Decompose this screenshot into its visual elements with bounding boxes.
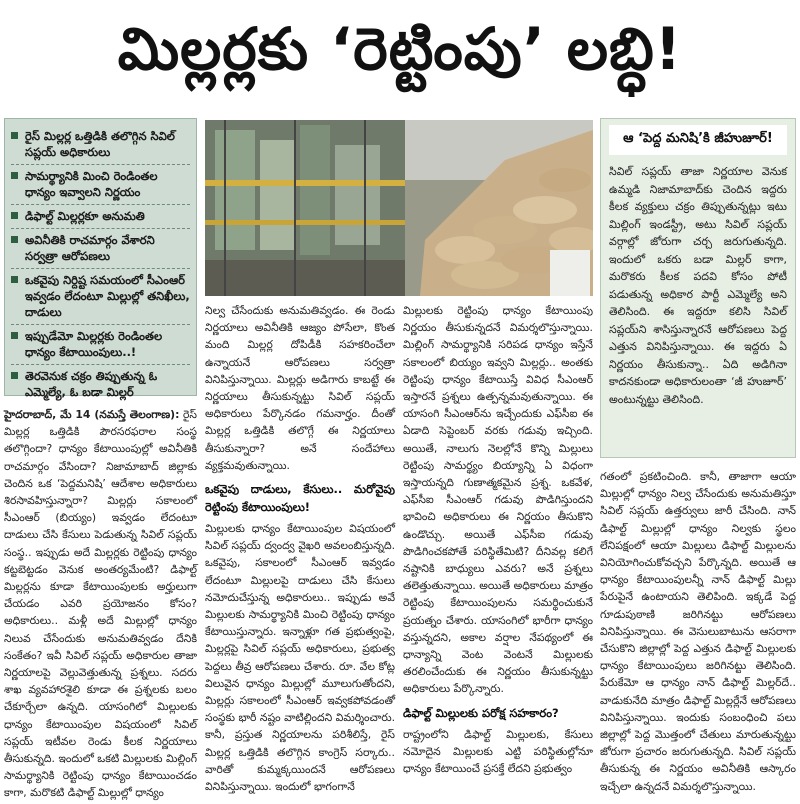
highlights-box (4, 118, 197, 399)
rice-mill-illustration (205, 120, 593, 296)
article-column-2 (205, 302, 395, 795)
highlight-item: ఒకవైపు నిర్దిష్ట సమయంలో సీఎంఆర్ ఇవ్వడం లేదంటూ మిల్లుల్లో తనిఖీలు, దాడులు (11, 269, 190, 325)
highlight-item: సామర్థ్యానికి మించి రెండింతల ధాన్యం ఇవ్వాలని నిర్ణయం (11, 165, 190, 205)
sidebar-body: సివిల్ సప్లయ్ తాజా నిర్ణయాల వెనుక ఉమ్మడి నిజామాబాద్‌కు చెందిన ఇద్దరు కీలక వ్యక్తులు చక్రం తిప్పుతున్నట్లు ఇటు మిల్లింగ్ ఇండస్ట్రీ, అటు సివిల్ సప్లయ్ వర్గాల్లో జోరుగా చర్చ జరుగుతున్నది. ఇందులో ఒకరు బడా మిల్లర్ కాగా, మరొకరు కీలక పదవి కోసం పోటీ పడుతున్న అధికార పార్టీ ఎమ్మెల్యే అని తెలిసింది. ఈ ఇద్దరూ కలిసి సివిల్ సప్లయ్‌ని శాసిస్తున్నారనే ఆరోపణలు పెద్ద ఎత్తున వినిపిస్తున్నాయి. ఈ ఇద్దరు ఏ నిర్ణయం తీసుకున్నా.. ఏది అడిగినా కాదనకుండా అధికారులంతా ‘జీ హుజూర్’ అంటున్నట్టు తెలిసింది. (609, 165, 787, 406)
column-text: మిల్లులకు ధాన్యం కేటాయింపుల విషయంలో సివిల్ సప్లయ్ ద్వంద్వ వైఖరి అవలంబిస్తున్నది. ఒకవైపు, సకాలంలో సీఎంఆర్ ఇవ్వడం లేదంటూ మిల్లులపై దాడులు చేసి కేసులు నమోదుచేస్తున్న అధికారులు.. ఇప్పుడు అవే మిల్లులకు సామర్థ్యానికి మించి రెట్టింపు ధాన్యం కేటాయిస్తున్నారు. ఇన్నాళ్లూ గత ప్రభుత్వంపై, మిల్లర్లపై సివిల్ సప్లయ్ అధికారులు, ప్రభుత్వ పెద్దలు తీవ్ర ఆరోపణలు చేశారు. రూ. వేల కోట్ల విలువైన ధాన్యం మిల్లుల్లో మూలుగుతోందని, మిల్లర్లు సకాలంలో సీఎంఆర్ ఇవ్వకపోవడంతో సంస్థకు భారీ నష్టం వాటిల్లిందని విమర్శించారు. కానీ, ప్రస్తుత నిర్ణయాలను పరిశీలిస్తే, రైస్ మిల్లర్ల ఒత్తిడికి తలొగ్గిన కాంగ్రెస్ సర్కారు.. వారితో కుమ్మక్కయిందనే ఆరోపణలు వినిపిస్తున్నాయి. ఇందులో భాగంగానే (205, 522, 395, 794)
highlight-item: తెరవెనుక చక్రం తిప్పుతున్న ఓ ఎమ్మెల్యే, ఓ బడా మిల్లర్ (11, 365, 190, 404)
subheading: డిఫాల్ట్ మిల్లులకు పరోక్ష సహకారం? (403, 705, 559, 720)
column-text: నిల్వ చేసేందుకు అనుమతివ్వడం. ఈ రెండు నిర్ణయాలు అవినీతికి ఆజ్యం పోసేలా, కొంత మంది మిల్లర్ల దోపిడీకి సహకరించేలా ఉన్నాయనే ఆరోపణలు సర్వత్రా వినిపిస్తున్నాయి. మిల్లర్లు అడిగారు కాబట్టే ఈ నిర్ణయాలు తీసుకున్నట్టు సివిల్ సప్లయ్ అధికారులు పేర్కొనడం గమనార్హం. దీంతో మిల్లర్ల ఒత్తిడికి తలొగ్గే ఈ నిర్ణయాలు తీసుకున్నారా? అనే సందేహాలు వ్యక్తమవుతున్నాయి. (205, 304, 395, 472)
subheading: ఒకవైపు దాడులు, కేసులు.. మరోవైపు రెట్టింపు కేటాయింపులు! (205, 482, 395, 515)
column-text: గతంలో ప్రకటించింది. కానీ, తాజాగా ఆయా మిల్లుల్లో ధాన్యం నిల్వ చేసేందుకు అనుమతిస్తూ సివిల్ సప్లయ్ ఉత్తర్వులు జారీ చేసింది. నాన్ డిఫాల్ట్ మిల్లుల్లో ధాన్యం నిల్వకు స్థలం లేనిపక్షంలో ఆయా మిల్లులు డిఫాల్ట్ మిల్లులను వినియోగించుకోవచ్చని పేర్కొన్నది. అయితే ఆ ధాన్యం కేటాయింపులన్నీ నాన్ డిఫాల్ట్ మిల్లు పేరుపైనే ఉంటాయని తెలిపింది. ఇక్కడే పెద్ద గూడుపుఠాణి జరిగినట్టు ఆరోపణలు వినిపిస్తున్నాయి. ఈ వెసులుబాటును ఆసరాగా చేసుకొని జిల్లాల్లో పెద్ద ఎత్తున డిఫాల్ట్ మిల్లులకు ధాన్యం కేటాయింపులు జరిగినట్టు తెలిసింది. పేరుకేమో ఆ ధాన్యం నాన్ డిఫాల్ట్ మిల్లర్‌దే.. వాడుకునేది మాత్రం డిఫాల్ట్ మిల్లర్లేనే ఆరోపణలు వినిపిస్తున్నాయి. ఇందుకు సంబంధించి పలు జిల్లాల్లో పెద్ద మొత్తంలో చేతులు మారుతున్నట్టు జోరుగా ప్రచారం జరుగుతున్నది. సివిల్ సప్లయ్ తీసుకున్న ఈ నిర్ణయం అవినీతికి ఆస్కారం ఇచ్చేలా ఉన్నదనే విమర్శలొస్తున్నాయి. (600, 470, 796, 793)
article-column-4 (600, 468, 796, 795)
highlight-item: రైస్ మిల్లర్ల ఒత్తిడికి తలొగ్గిన సివిల్ సప్లయ్ అధికారులు (11, 125, 190, 165)
highlight-item: అవినీతికి రాచమార్గం వేశారని సర్వత్రా ఆరోపణలు (11, 229, 190, 269)
column-text: రాష్ట్రంలోని డిఫాల్ట్ మిల్లులకు, కేసులు నమోదైన మిల్లులకు ఎట్టి పరిస్థితుల్లోనూ ధాన్యం కేటాయించే ప్రసక్తే లేదని ప్రభుత్వం (403, 727, 593, 776)
headline-text: మిల్లర్లకు ‘రెట్టింపు’ లబ్ధి! (117, 14, 683, 83)
bullet-marker-icon (11, 236, 18, 243)
sidebar-box (600, 118, 796, 458)
bullet-marker-icon (11, 276, 18, 283)
article-column-1 (4, 406, 197, 802)
column-text: మిల్లులకు రెట్టింపు ధాన్యం కేటాయింపు నిర్ణయం తీసుకున్నదనే విమర్శలొస్తున్నాయి. మిల్లింగ్ సామర్థ్యానికి సరిపడ ధాన్యం ఇస్తేనే సకాలంలో బియ్యం ఇవ్వని మిల్లర్లు.. అంతకు రెట్టింపు ధాన్యం కేటాయిస్తే వివిధ సీఎంఆర్ ఇస్తారనే ప్రశ్నలు ఉత్పన్నమవుతున్నాయి. ఈ యాసంగి సీఎంఆర్‌ను ఇచ్చేందుకు ఎఫ్‌సీఐ ఈ ఏడాది సెప్టెంబర్ వరకు గడువు ఇచ్చింది. అయితే, నాలుగు నెలల్లోనే కొన్ని మిల్లులు రెట్టింపు సామర్థ్యం బియ్యాన్ని ఏ విధంగా ఇస్తాయన్నది గుణాత్మకమైన ప్రశ్న. ఒకవేళ, ఎఫ్‌సీఐ సీఎంఆర్ గడువు పొడిగిస్తుందని భావించి అధికారులు ఈ నిర్ణయం తీసుకొని ఉండొచ్చు. అయితే ఎఫ్‌సీఐ గడువు పొడిగించకపోతే పరిస్థితేమిటి? దీనివల్ల కలిగే నష్టానికి బాధ్యులు ఎవరు? అనే ప్రశ్నలు తలెత్తుతున్నాయి. అయితే అధికారులు మాత్రం రెట్టింపు కేటాయింపులను సమర్థించుకునే ప్రయత్నం చేశారు. యాసంగిలో భారీగా ధాన్యం వస్తున్నదని, అకాల వర్షాల నేపథ్యంలో ఈ ధాన్యాన్ని వెంట వెంటనే మిల్లులకు తరలించేందుకు ఈ నిర్ణయం తీసుకున్నట్టు అధికారులు పేర్కొన్నారు. (403, 304, 593, 696)
bullet-marker-icon (11, 212, 18, 219)
bullet-marker-icon (11, 172, 18, 179)
article-column-3 (403, 302, 593, 777)
column-text: రైస్ మిల్లర్ల ఒత్తిడికి పౌరసరఫరాల సంస్థ తలొగ్గిందా? ధాన్యం కేటాయింపుల్లో అవినీతికి రాచమార్గం వేసిందా? నిజామాబాద్ జిల్లాకు చెందిన ఒక ‘పెద్దమనిషి’ ఆదేశాల అధికారులు శిరసావహిస్తున్నారా? మిల్లర్లు సకాలంలో సీఎంఆర్ (బియ్యం) ఇవ్వడం లేదంటూ దాడులు చేసి కేసులు పెడుతున్న సివిల్ సప్లయ్ సంస్థ.. ఇప్పుడు అదే మిల్లర్లకు రెట్టింపు ధాన్యం కట్టబెట్టడం వెనుక అంతర్యమేంటి? డిఫాల్ట్ మిల్లర్లను కూడా కేటాయింపులకు అర్హులుగా చేయడం ఎవరి ప్రయోజనం కోసం? అధికారులు.. మళ్లీ అదే మిల్లుల్లో ధాన్యం నిలువ చేసేందుకు అనుమతివ్వడం దేనికి సంకేతం? ఇవీ సివిల్ సప్లయ్ అధికారుల తాజా నిర్ణయాలపై వెల్లువెత్తుతున్న ప్రశ్నలు. సదరు శాఖ వ్యవహారశైలి కూడా ఈ ప్రశ్నలకు బలం చేకూర్చేలా ఉన్నది. యాసంగిలో మిల్లులకు ధాన్యం కేటాయింపుల విషయంలో సివిల్ సప్లయ్ ఇటీవల రెండు కీలక నిర్ణయాలు తీసుకున్నది. ఇందులో ఒకటి మిల్లులకు మిల్లింగ్ సామర్థ్యానికి రెట్టింపు ధాన్యం కేటాయించడం కాగా, మరొకటి డిఫాల్ట్ మిల్లుల్లో ధాన్యం (4, 408, 197, 800)
bullet-marker-icon (11, 372, 18, 379)
bullet-marker-icon (11, 332, 18, 339)
dateline: హైదరాబాద్, మే 14 (నమస్తే తెలంగాణ): (4, 408, 180, 421)
rice-mill-photo (205, 120, 593, 296)
headline (0, 0, 800, 112)
bullet-marker-icon (11, 132, 18, 139)
highlight-item: డిఫాల్ట్ మిల్లర్లకూ అనుమతి (11, 205, 190, 229)
sidebar-title: ఆ ‘పెద్ద మనిషి’కి జీహుజూర్! (609, 125, 787, 155)
highlights-list (11, 125, 190, 404)
highlight-item: ఇప్పుడేమో మిల్లర్లకు రెండింతల ధాన్యం కేటాయింపులు..! (11, 325, 190, 365)
